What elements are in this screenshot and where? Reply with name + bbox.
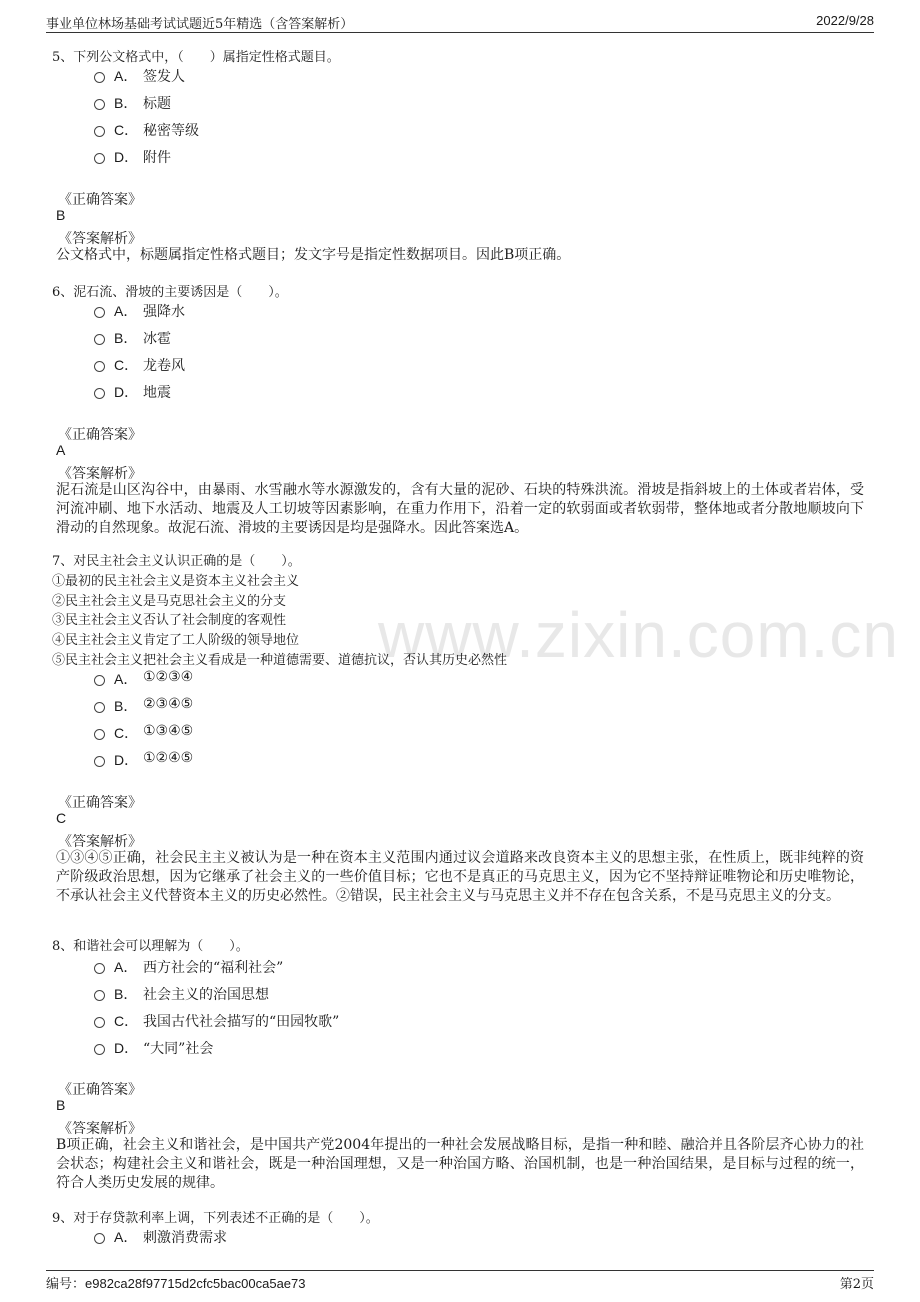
statement-item: ①最初的民主社会主义是资本主义社会主义: [52, 574, 300, 589]
question-6-stem: 6、泥石流、滑坡的主要诱因是（ ）。: [52, 285, 288, 300]
page-footer: [46, 1270, 874, 1293]
question-7-stem: 7、对民主社会主义认识正确的是（ ）。: [52, 554, 301, 569]
question-5-stem: 5、下列公文格式中，（ ）属指定性格式题目。: [52, 50, 340, 65]
analysis-text: ①③④⑤正确，社会民主主义被认为是一种在资本主义范围内通过议会道路来改良资本主义的思想主张，在性质上，既非纯粹的资产阶级政治思想，因为它继承了社会主义的一些价值目标；它也不是真正的马克思主义，因为它不坚持辩证唯物论和历史唯物论，不承认社会主义代替资本主义的历史必然性。②错误，民主社会主义与马克思主义并不存在包含关系，不是马克思主义的分支。: [56, 850, 864, 904]
option-text: “大同”社会: [143, 1041, 214, 1057]
analysis-label: 《答案解析》: [58, 466, 142, 482]
option-text: 标题: [143, 96, 171, 112]
analysis-text: 公文格式中，标题属指定性格式题目；发文字号是指定性数据项目。因此B项正确。: [56, 247, 571, 263]
answer-value: B: [56, 1097, 66, 1113]
option-letter: A．: [114, 1229, 138, 1245]
option-text: 冰雹: [143, 331, 171, 347]
page-number: 第2页: [839, 1277, 874, 1292]
answer-label: 《正确答案》: [58, 427, 142, 443]
option-text: 龙卷风: [143, 358, 185, 374]
option-text: ①②④⑤: [143, 750, 194, 766]
radio-icon[interactable]: [94, 1044, 105, 1055]
option-text: 社会主义的治国思想: [143, 987, 269, 1003]
option-letter: D．: [114, 384, 139, 400]
option-text: 我国古代社会描写的“田园牧歌”: [143, 1014, 340, 1030]
radio-icon[interactable]: [94, 990, 105, 1001]
option-letter: C．: [114, 357, 139, 373]
analysis-text: B项正确，社会主义和谐社会，是中国共产党2004年提出的一种社会发展战略目标，是指一种和睦、融洽并且各阶层齐心协力的社会状态；构建社会主义和谐社会，既是一种治国理想，又是一种治国方略、治国机制，也是一种治国结果，是目标与过程的统一，符合人类历史发展的规律。: [56, 1137, 864, 1191]
option-text: 强降水: [143, 304, 185, 320]
analysis-text: 泥石流是山区沟谷中，由暴雨、水雪融水等水源激发的，含有大量的泥砂、石块的特殊洪流。滑坡是指斜坡上的土体或者岩体，受河流冲刷、地下水活动、地震及人工切坡等因素影响，在重力作用下，沿着一定的软弱面或者软弱带，整体地或者分散地顺坡向下滑动的自然现象。故泥石流、滑坡的主要诱因是均是强降水。因此答案选A。: [56, 482, 864, 536]
analysis-label: 《答案解析》: [58, 231, 142, 247]
option-letter: A．: [114, 671, 138, 687]
option-letter: A．: [114, 303, 138, 319]
document-date: 2022/9/28: [816, 13, 874, 28]
watermark: www.zixin.com.cn: [378, 599, 899, 671]
radio-icon[interactable]: [94, 1017, 105, 1028]
radio-icon[interactable]: [94, 153, 105, 164]
option-letter: D．: [114, 752, 139, 768]
answer-label: 《正确答案》: [58, 1082, 142, 1098]
question-8-stem: 8、和谐社会可以理解为（ ）。: [52, 939, 249, 954]
option-text: ①②③④: [143, 669, 194, 685]
option-text: 西方社会的“福利社会”: [143, 960, 284, 976]
option-letter: D．: [114, 149, 139, 165]
answer-label: 《正确答案》: [58, 795, 142, 811]
option-text: ②③④⑤: [143, 696, 194, 712]
option-text: 秘密等级: [143, 123, 199, 139]
page-header: [46, 10, 874, 33]
statement-item: ④民主社会主义肯定了工人阶级的领导地位: [52, 633, 300, 648]
statement-item: ②民主社会主义是马克思社会主义的分支: [52, 594, 287, 609]
option-text: 附件: [143, 150, 171, 166]
radio-icon[interactable]: [94, 307, 105, 318]
radio-icon[interactable]: [94, 1233, 105, 1244]
radio-icon[interactable]: [94, 388, 105, 399]
analysis-label: 《答案解析》: [58, 834, 142, 850]
answer-value: A: [56, 442, 66, 458]
radio-icon[interactable]: [94, 756, 105, 767]
radio-icon[interactable]: [94, 963, 105, 974]
statement-item: ③民主社会主义否认了社会制度的客观性: [52, 613, 287, 628]
option-letter: C．: [114, 725, 139, 741]
radio-icon[interactable]: [94, 334, 105, 345]
radio-icon[interactable]: [94, 702, 105, 713]
option-letter: C．: [114, 122, 139, 138]
document-code: [46, 1273, 306, 1292]
radio-icon[interactable]: [94, 675, 105, 686]
option-letter: B．: [114, 95, 138, 111]
option-letter: C．: [114, 1013, 139, 1029]
option-text: ①③④⑤: [143, 723, 194, 739]
document-title: 事业单位林场基础考试试题近5年精选（含答案解析）: [46, 17, 354, 32]
answer-value: B: [56, 207, 66, 223]
document-code-label: 编号：: [46, 1277, 86, 1292]
document-code-value: e982ca28f97715d2cfc5bac00ca5ae73: [85, 1276, 306, 1291]
option-letter: B．: [114, 330, 138, 346]
option-letter: B．: [114, 698, 138, 714]
answer-label: 《正确答案》: [58, 192, 142, 208]
answer-value: C: [56, 810, 67, 826]
option-text: 签发人: [143, 69, 185, 85]
radio-icon[interactable]: [94, 72, 105, 83]
question-9-stem: 9、对于存贷款利率上调，下列表述不正确的是（ ）。: [52, 1211, 379, 1226]
option-letter: B．: [114, 986, 138, 1002]
option-letter: D．: [114, 1040, 139, 1056]
option-text: 刺激消费需求: [143, 1230, 227, 1246]
analysis-label: 《答案解析》: [58, 1121, 142, 1137]
radio-icon[interactable]: [94, 361, 105, 372]
radio-icon[interactable]: [94, 126, 105, 137]
option-letter: A．: [114, 959, 138, 975]
option-text: 地震: [143, 385, 171, 401]
option-letter: A．: [114, 68, 138, 84]
statement-item: ⑤民主社会主义把社会主义看成是一种道德需要、道德抗议，否认其历史必然性: [52, 653, 508, 668]
radio-icon[interactable]: [94, 729, 105, 740]
radio-icon[interactable]: [94, 99, 105, 110]
